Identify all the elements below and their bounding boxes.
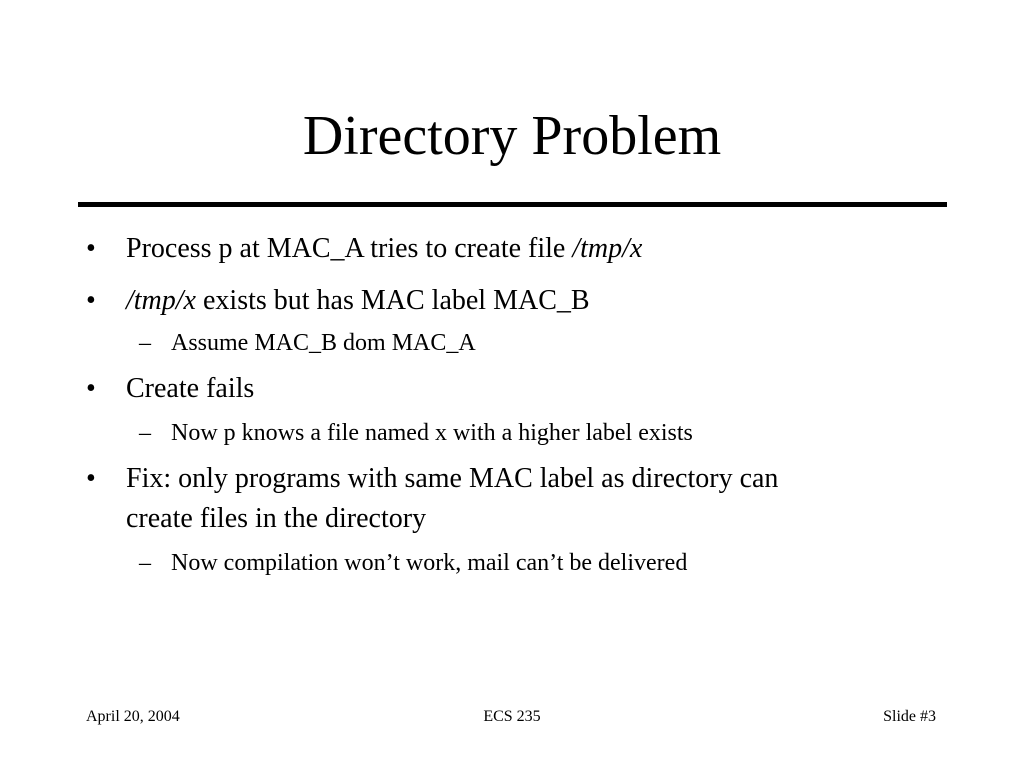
- footer-course: ECS 235: [483, 708, 541, 725]
- bullet-item-1: [126, 229, 946, 269]
- bullet-item-3: Create fails: [126, 373, 255, 404]
- sub-bullet-marker: –: [139, 420, 151, 446]
- bullet-item-4-line-2: create files in the directory: [126, 503, 427, 534]
- bullet-marker: •: [86, 233, 96, 264]
- bullet-item-2-text: exists but has MAC label MAC_B: [196, 285, 590, 316]
- bullet-item-2: [126, 281, 946, 321]
- bullet-marker: •: [86, 463, 96, 494]
- sub-bullet-marker: –: [139, 330, 151, 356]
- footer-slide-number: Slide #3: [883, 708, 936, 725]
- sub-item-3-1: Now p knows a file named x with a higher label exists: [171, 420, 693, 446]
- sub-bullet-marker: –: [139, 550, 151, 576]
- bullet-marker: •: [86, 285, 96, 316]
- sub-item-4-1: Now compilation won’t work, mail can’t be delivered: [171, 550, 688, 576]
- bullet-marker: •: [86, 373, 96, 404]
- sub-item-2-1: Assume MAC_B dom MAC_A: [171, 330, 476, 356]
- bullet-item-1-text: Process p at MAC_A tries to create file: [126, 233, 573, 264]
- bullet-item-4-line-1: Fix: only programs with same MAC label as directory can: [126, 463, 779, 494]
- slide-title: Directory Problem: [302, 105, 722, 167]
- footer-date: April 20, 2004: [86, 708, 180, 725]
- bullet-item-1-path: /tmp/x: [572, 233, 643, 264]
- bullet-item-2-path: /tmp/x: [126, 285, 196, 316]
